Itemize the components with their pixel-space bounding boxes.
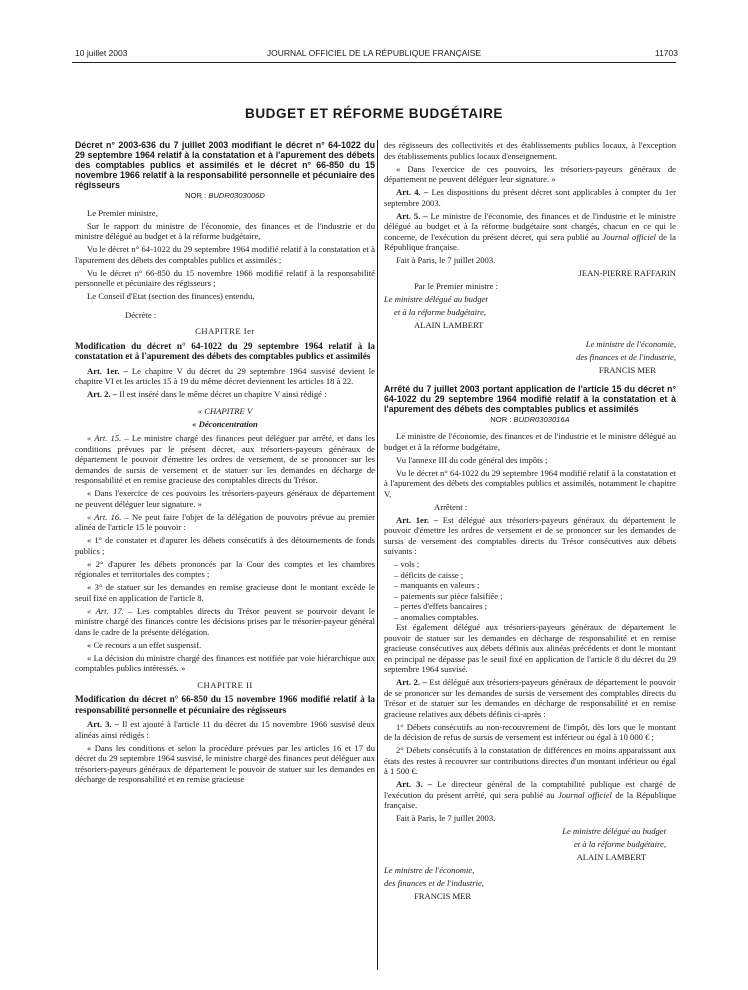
article-4: Art. 4. – Les dispositions du présent décret sont applicables à compter du 1er septembre 2003.	[384, 187, 676, 208]
arrete-title: Arrêté du 7 juillet 2003 portant application de l'article 15 du décret n° 64-1022 du 29 septembre 1964 modifié relatif à la constatation et à l'apurement des débets des comptables publics et assimilés	[384, 383, 676, 414]
decree-nor: NOR : BUDR0303006D	[185, 191, 265, 200]
column-divider	[377, 140, 378, 970]
chapter-2-heading: CHAPITRE II	[197, 679, 253, 690]
deconcentration-heading: « Déconcentration	[192, 418, 258, 429]
section-title: BUDGET ET RÉFORME BUDGÉTAIRE	[244, 106, 504, 121]
article-3-paragraph: « Dans les conditions et selon la procédure prévues par les articles 16 et 17 du décret du 29 septembre 1964 susvisé, le ministre chargé des finances peut déléguer aux trésoriers-payeurs généraux de département le pouvoir de statuer sur les demandes en décharge de responsabilité et en remise gracieuse	[75, 742, 375, 785]
minister-economie-title: Le ministre de l'économie,	[585, 338, 676, 349]
header-journal-title: JOURNAL OFFICIEL DE LA RÉPUBLIQUE FRANÇAISE	[266, 48, 482, 58]
left-column	[75, 140, 375, 787]
article-1: Art. 1er. – Le chapitre V du décret du 29 septembre 1964 susvisé devient le chapitre VI et les articles 15 à 19 du même décret deviennent les articles 18 à 22.	[75, 365, 375, 387]
decree-title: Décret n° 2003-636 du 7 juillet 2003 modifiant le décret n° 64-1022 du 29 septembre 1964 relatif à la constatation et à l'apurement des débets des comptables publics et assimilés et le décret n° 66-850 du 15 novembre 1966 relatif à la responsabilité personnelle et pécuniaire des régisseurs	[75, 140, 375, 190]
list-item: – paiements sur pièce falsifiée ;	[394, 590, 503, 601]
signature-lambert: ALAIN LAMBERT	[414, 320, 484, 330]
minister-delegue-title: et à la réforme budgétaire,	[394, 307, 487, 317]
minister-delegue-title: et à la réforme budgétaire,	[573, 839, 666, 849]
arrete-date: Fait à Paris, le 7 juillet 2003.	[396, 813, 496, 823]
arrete-paragraph: Vu le décret n° 64-1022 du 29 septembre 1964 modifié relatif à la constatation et à l'apurement des débets des comptables publics et assimilés, notamment le chapitre V,	[384, 467, 676, 499]
arretent-label: Arrêtent :	[434, 501, 468, 512]
list-item: – déficits de caisse ;	[394, 569, 464, 580]
arrete-paragraph: Vu l'annexe III du code général des impôts ;	[396, 454, 548, 465]
signature-mer: FRANCIS MER	[414, 891, 472, 901]
decree-date: Fait à Paris, le 7 juillet 2003.	[396, 255, 496, 265]
minister-economie-title: des finances et de l'industrie,	[384, 878, 484, 888]
article-15: « Art. 15. – Le ministre chargé des finances peut déléguer par arrêté, et dans les conditions prévues par le présent décret, aux trésoriers-payeurs généraux de département le pouvoir d'émettre les ordres de versement, de se prononcer sur les demandes de sursis de versement et de statuer sur les demandes en décharge de responsabilité et en remise gracieuse des comptables directs du Trésor.	[75, 433, 375, 486]
minister-economie-title: Le ministre de l'économie,	[384, 865, 475, 875]
arrete-article-2-item: 1° Débets consécutifs au non-recouvrement de l'impôt, dès lors que le montant de la décision de refus de sursis de versement est inférieur ou égal à 10 000 € ;	[384, 721, 676, 742]
header-page-number: 11703	[654, 48, 678, 58]
continued-paragraph: « Dans l'exercice de ces pouvoirs, les trésoriers-payeurs généraux de département ne peuvent déléguer leur signature. »	[384, 163, 676, 184]
article-5: Art. 5. – Le ministre de l'économie, des finances et de l'industrie et le ministre délégué au budget et à la réforme budgétaire sont chargés, chacun en ce qui le concerne, de l'exécution du présent décret, qui sera publié au Journal officiel de la République française.	[384, 210, 676, 252]
signature-mer: FRANCIS MER	[598, 364, 656, 375]
article-3: Art. 3. – Il est ajouté à l'article 11 du décret du 15 novembre 1966 susvisé deux alinéas ainsi rédigés :	[75, 719, 375, 740]
list-item: – vols ;	[394, 559, 420, 569]
minister-delegue-title: Le ministre délégué au budget	[384, 294, 488, 304]
article-16: « Art. 16. – Ne peut faire l'objet de la délégation de pouvoirs prévue au premier alinéa de l'article 15 le pouvoir :	[75, 511, 375, 533]
article-17-paragraph: « La décision du ministre chargé des finances est notifiée par voie hiérarchique aux comptables publics intéressés. »	[75, 652, 375, 674]
article-2: Art. 2. – Il est inséré dans le même décret un chapitre V ainsi rédigé :	[87, 389, 327, 400]
decree-paragraph: Le Premier ministre,	[87, 207, 158, 218]
chapter-v-heading: « CHAPITRE V	[197, 405, 253, 416]
decree-paragraph: Sur le rapport du ministre de l'économie, des finances et de l'industrie et du ministre délégué au budget et à la réforme budgétaire,	[75, 220, 375, 241]
header-date: 10 juillet 2003	[75, 48, 128, 58]
minister-economie-title: des finances et de l'industrie,	[576, 351, 676, 362]
list-item: – anomalies comptables.	[394, 611, 479, 622]
decree-paragraph: Vu le décret n° 64-1022 du 29 septembre 1964 modifié relatif à la constatation et à l'apurement des débets des comptables publics et assimilés ;	[75, 244, 375, 265]
article-16-item: « 3° de statuer sur les demandes en remise gracieuse dont le montant excède le seuil fixé en application de l'article 8.	[75, 582, 375, 603]
arrete-nor: NOR : BUDR0303016A	[490, 414, 570, 424]
decree-paragraph: Vu le décret n° 66-850 du 15 novembre 1966 modifié relatif à la responsabilité personnelle et pécuniaire des régisseurs ;	[75, 267, 375, 288]
chapter-1-heading: CHAPITRE Ier	[195, 326, 255, 336]
arrete-article-1: Art. 1er. – Est délégué aux trésoriers-payeurs généraux du département le pouvoir d'émettre les ordres de versement et de se prononcer sur les demandes de sursis de versement des comptables directs du Trésor consécutives aux débets suivants :	[384, 514, 676, 556]
article-15-paragraph: « Dans l'exercice de ces pouvoirs les trésoriers-payeurs généraux de département ne peuvent déléguer leur signature. »	[75, 488, 375, 509]
decree-paragraph: Le Conseil d'Etat (section des finances) entendu,	[87, 291, 255, 301]
signature-lambert: ALAIN LAMBERT	[576, 852, 646, 862]
article-16-item: « 2° d'apurer les débets prononcés par la Cour des comptes et les chambres régionales et territoriales des comptes ;	[75, 558, 375, 580]
minister-delegue-title: Le ministre délégué au budget	[562, 826, 666, 836]
article-17-paragraph: « Ce recours a un effet suspensif.	[87, 639, 202, 650]
article-16-item: « 1° de constater et d'apurer les débets consécutifs à des détournements de fonds publics ;	[75, 535, 375, 556]
arrete-article-1-paragraph: Est également délégué aux trésoriers-payeurs généraux de département le pouvoir de statuer sur les demandes en décharge de responsabilité et en remise gracieuse consécutives aux débets définis aux alinéas précédents et dont le montant en principal ne dépasse pas le seuil fixé en application de l'article 8 du décret du 29 septembre 1964 susvisé.	[384, 622, 676, 674]
arrete-paragraph: Le ministre de l'économie, des finances et de l'industrie et le ministre délégué au budget et à la réforme budgétaire,	[384, 431, 676, 452]
par-premier-ministre: Par le Premier ministre :	[414, 281, 499, 291]
list-item: – pertes d'effets bancaires ;	[394, 601, 488, 611]
article-17: « Art. 17. – Les comptables directs du Trésor peuvent se pourvoir devant le ministre chargé des finances contre les décisions prises par le trésorier-payeur général dans le cadre de la présente délégation.	[75, 605, 375, 637]
list-item: – manquants en valeurs ;	[394, 580, 480, 590]
signature-premier-ministre: JEAN-PIERRE RAFFARIN	[578, 268, 676, 278]
chapter-2-title: Modification du décret n° 66-850 du 15 novembre 1966 modifié relatif à la responsabilité personnelle et pécuniaire des régisseurs	[75, 694, 375, 715]
arrete-article-2: Art. 2. – Est délégué aux trésoriers-payeurs généraux de département le pouvoir de se prononcer sur les demandes de sursis de versement des comptables directs du Trésor et de statuer sur les demandes en décharge de responsabilité et en remise gracieuse relatives aux débets définis ci-après :	[384, 677, 676, 719]
right-column	[384, 140, 676, 904]
arrete-article-3: Art. 3. – Le directeur général de la comptabilité publique est chargé de l'exécution du présent arrêté, qui sera publié au Journal officiel de la République française.	[384, 779, 677, 810]
arrete-article-2-item: 2° Débets consécutifs à la constatation de différences en moins apparaissant aux états des restes à recouvrer sur contributions directes d'un montant inférieur ou égal à 1 500 €.	[384, 745, 676, 776]
chapter-1-title: Modification du décret n° 64-1022 du 29 septembre 1964 relatif à la constatation et à l'apurement des débets des comptables publics et assimilés	[75, 340, 375, 362]
continued-paragraph: des régisseurs des collectivités et des établissements publics locaux, à l'exception des établissements publics locaux d'enseignement.	[384, 140, 676, 161]
header-rule	[72, 62, 676, 63]
decrete-label: Décrète :	[125, 309, 157, 320]
